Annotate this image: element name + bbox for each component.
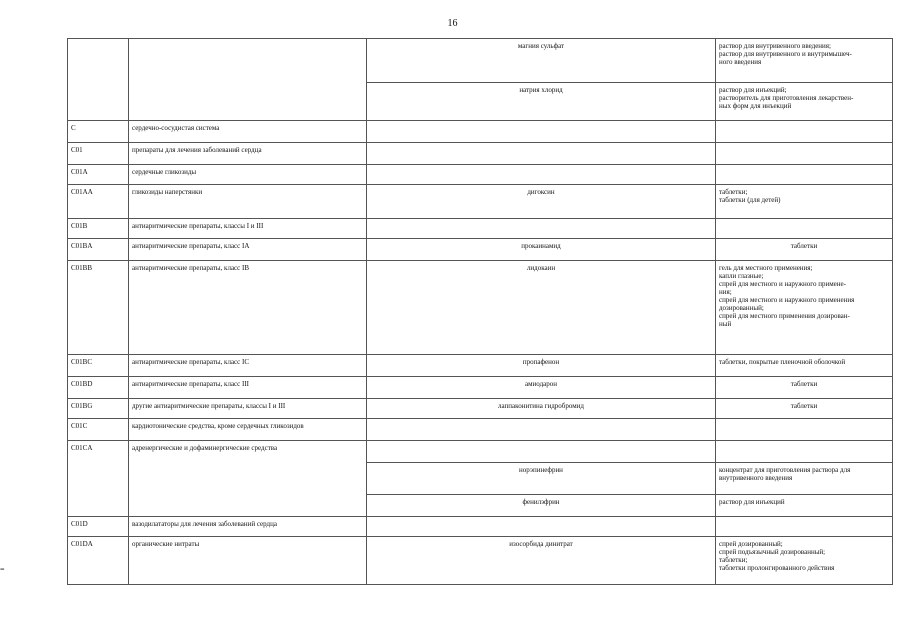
drug-name-cell bbox=[367, 419, 716, 441]
dosage-form-cell bbox=[716, 121, 893, 143]
group-name-cell: антиаритмические препараты, класс IA bbox=[129, 239, 367, 261]
dosage-form-cell bbox=[716, 517, 893, 537]
group-name-cell: гликозиды наперстянки bbox=[129, 185, 367, 219]
atc-code-cell: C bbox=[68, 121, 129, 143]
dosage-form-line: таблетки bbox=[790, 380, 818, 388]
drug-name-cell: лидокаин bbox=[367, 261, 716, 355]
atc-code-cell: C01C bbox=[68, 419, 129, 441]
drug-name-cell: лаппаконитина гидробромид bbox=[367, 399, 716, 419]
dosage-form-cell bbox=[716, 261, 893, 355]
atc-code-cell: C01AA bbox=[68, 185, 129, 219]
dosage-form-line: ный bbox=[719, 320, 732, 328]
table-row bbox=[68, 399, 893, 419]
dosage-form-line: таблетки; bbox=[719, 188, 748, 196]
dosage-form-line: таблетки bbox=[790, 242, 818, 250]
group-name-cell bbox=[129, 83, 367, 121]
group-name-cell bbox=[129, 495, 367, 517]
dosage-form-cell bbox=[716, 495, 893, 517]
drug-name-cell: дигоксин bbox=[367, 185, 716, 219]
table-row bbox=[68, 83, 893, 121]
dosage-form-line: капли глазные; bbox=[719, 272, 764, 280]
dosage-form-cell bbox=[716, 419, 893, 441]
dosage-form-line: ных форм для инъекций bbox=[719, 102, 792, 110]
drug-name-cell: пропафенон bbox=[367, 355, 716, 377]
dosage-form-cell bbox=[716, 165, 893, 185]
group-name-cell: сердечно-сосудистая система bbox=[129, 121, 367, 143]
drug-name-cell: норэпинефрин bbox=[367, 463, 716, 495]
dosage-form-line: дозированный; bbox=[719, 304, 764, 312]
group-name-cell bbox=[129, 39, 367, 83]
dosage-form-cell bbox=[716, 463, 893, 495]
dosage-form-line: таблетки bbox=[790, 402, 818, 410]
group-name-cell: адренергические и дофаминергические средства bbox=[129, 441, 367, 463]
dosage-form-cell bbox=[716, 39, 893, 83]
drug-name-cell bbox=[367, 121, 716, 143]
drug-name-cell bbox=[367, 219, 716, 239]
group-name-cell: органические нитраты bbox=[129, 537, 367, 585]
dosage-form-line: раствор для инъекций; bbox=[719, 86, 787, 94]
table-row bbox=[68, 143, 893, 165]
table-row bbox=[68, 441, 893, 463]
dosage-form-line: ного введения bbox=[719, 58, 762, 66]
atc-code-cell bbox=[68, 83, 129, 121]
atc-code-cell bbox=[68, 463, 129, 495]
drug-name-cell bbox=[367, 441, 716, 463]
dosage-form-cell bbox=[716, 143, 893, 165]
group-name-cell: антиаритмические препараты, классы I и III bbox=[129, 219, 367, 239]
dosage-form-line: гель для местного применения; bbox=[719, 264, 813, 272]
atc-code-cell: C01D bbox=[68, 517, 129, 537]
atc-code-cell: C01BB bbox=[68, 261, 129, 355]
table-row bbox=[68, 463, 893, 495]
drug-name-cell bbox=[367, 143, 716, 165]
group-name-cell: антиаритмические препараты, класс III bbox=[129, 377, 367, 399]
dosage-form-line: таблетки; bbox=[719, 556, 748, 564]
atc-code-cell: C01BC bbox=[68, 355, 129, 377]
group-name-cell: вазодилататоры для лечения заболеваний сердца bbox=[129, 517, 367, 537]
dosage-form-cell bbox=[716, 239, 893, 261]
dosage-form-line: ния; bbox=[719, 288, 732, 296]
drug-name-cell: прокаинамид bbox=[367, 239, 716, 261]
atc-code-cell: C01 bbox=[68, 143, 129, 165]
page-number: 16 bbox=[447, 18, 458, 29]
dosage-form-line: таблетки пролонгированного действия bbox=[719, 564, 835, 572]
dosage-form-cell bbox=[716, 355, 893, 377]
group-name-cell bbox=[129, 463, 367, 495]
dosage-form-line: таблетки (для детей) bbox=[719, 196, 781, 204]
atc-code-cell: C01BA bbox=[68, 239, 129, 261]
atc-code-cell bbox=[68, 39, 129, 83]
table-row bbox=[68, 121, 893, 143]
table-row bbox=[68, 165, 893, 185]
table-row bbox=[68, 495, 893, 517]
dosage-form-line: спрей подъязычный дозированный; bbox=[719, 548, 826, 556]
margin-mark: = bbox=[0, 565, 5, 574]
dosage-form-line: раствор для внутривенного введения; bbox=[719, 42, 831, 50]
dosage-form-cell bbox=[716, 441, 893, 463]
table-row bbox=[68, 377, 893, 399]
drug-name-cell bbox=[367, 165, 716, 185]
dosage-form-line: внутривенного введения bbox=[719, 474, 793, 482]
table-row bbox=[68, 39, 893, 83]
drug-name-cell: магния сульфат bbox=[367, 39, 716, 83]
drug-name-cell: фенилэфрин bbox=[367, 495, 716, 517]
table-row bbox=[68, 419, 893, 441]
group-name-cell: другие антиаритмические препараты, классы I и III bbox=[129, 399, 367, 419]
atc-code-cell: C01A bbox=[68, 165, 129, 185]
drug-name-cell: изосорбида динитрат bbox=[367, 537, 716, 585]
dosage-form-line: концентрат для приготовления раствора для bbox=[719, 466, 851, 474]
dosage-form-line: таблетки, покрытые пленочной оболочкой bbox=[719, 358, 846, 366]
dosage-form-line: спрей для местного и наружного применения bbox=[719, 296, 855, 304]
atc-code-cell: C01BD bbox=[68, 377, 129, 399]
group-name-cell: антиаритмические препараты, класс IC bbox=[129, 355, 367, 377]
drug-name-cell: амиодарон bbox=[367, 377, 716, 399]
dosage-form-line: спрей для местного и наружного примене- bbox=[719, 280, 846, 288]
drug-name-cell: натрия хлорид bbox=[367, 83, 716, 121]
table-row bbox=[68, 185, 893, 219]
group-name-cell: препараты для лечения заболеваний сердца bbox=[129, 143, 367, 165]
table-row bbox=[68, 355, 893, 377]
dosage-form-cell bbox=[716, 185, 893, 219]
atc-code-cell: C01DA bbox=[68, 537, 129, 585]
atc-code-cell: C01BG bbox=[68, 399, 129, 419]
group-name-cell: кардиотонические средства, кроме сердечных гликозидов bbox=[129, 419, 367, 441]
medicine-table bbox=[67, 38, 893, 585]
table-row bbox=[68, 537, 893, 585]
dosage-form-line: растворитель для приготовления лекарствен- bbox=[719, 94, 854, 102]
atc-code-cell bbox=[68, 495, 129, 517]
dosage-form-line: раствор для инъекций bbox=[719, 498, 785, 506]
table-row bbox=[68, 517, 893, 537]
dosage-form-line: спрей для местного применения дозирован- bbox=[719, 312, 850, 320]
dosage-form-cell bbox=[716, 219, 893, 239]
dosage-form-line: раствор для внутривенного и внутримышеч- bbox=[719, 50, 852, 58]
table-row bbox=[68, 239, 893, 261]
dosage-form-cell bbox=[716, 83, 893, 121]
table-row bbox=[68, 219, 893, 239]
dosage-form-cell bbox=[716, 377, 893, 399]
atc-code-cell: C01B bbox=[68, 219, 129, 239]
dosage-form-cell bbox=[716, 537, 893, 585]
table-row bbox=[68, 261, 893, 355]
group-name-cell: сердечные гликозиды bbox=[129, 165, 367, 185]
dosage-form-cell bbox=[716, 399, 893, 419]
drug-name-cell bbox=[367, 517, 716, 537]
atc-code-cell: C01CA bbox=[68, 441, 129, 463]
dosage-form-line: спрей дозированный; bbox=[719, 540, 783, 548]
group-name-cell: антиаритмические препараты, класс IB bbox=[129, 261, 367, 355]
